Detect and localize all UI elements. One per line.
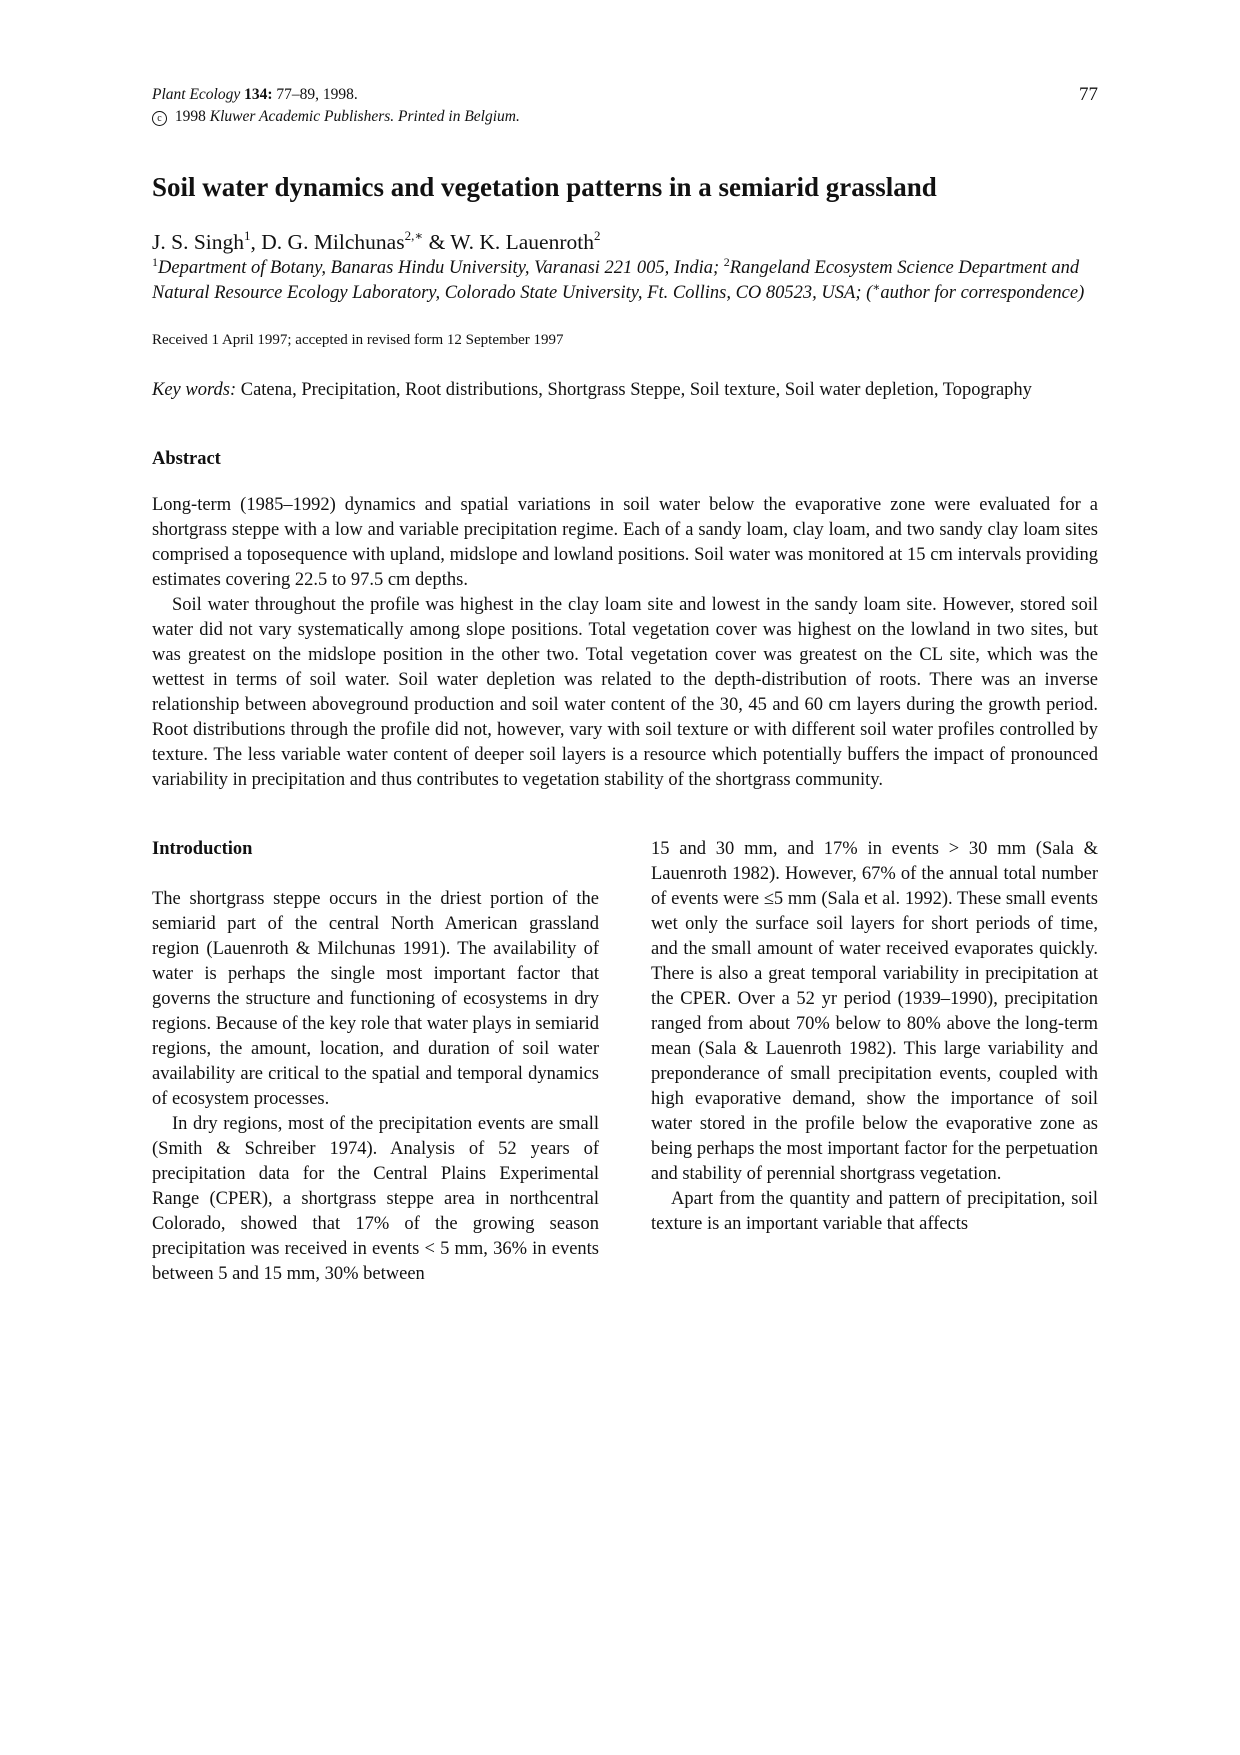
keywords-label: Key words:	[152, 380, 237, 400]
author-affiliation-mark: 1	[244, 228, 251, 243]
affiliation-mark: 2	[723, 255, 730, 269]
affiliation-text: Rangeland Ecosystem Science Department and Natural Resource Ecology Laboratory, Colorado State University, Ft. Collins, CO 80523, USA; (	[152, 258, 1080, 303]
paper-page	[152, 84, 1098, 1287]
correspondence-mark: ∗	[872, 280, 881, 294]
body-paragraph: Apart from the quantity and pattern of precipitation, soil texture is an important variable that affects	[651, 1189, 1098, 1234]
affiliations	[152, 256, 1098, 306]
right-column	[651, 837, 1098, 1287]
copyright-line	[152, 106, 1098, 128]
author-affiliation-mark: 2,∗	[404, 228, 424, 243]
keywords	[152, 378, 1098, 403]
page-number: 77	[1079, 84, 1098, 105]
body-columns	[152, 837, 1098, 1287]
abstract-body	[152, 493, 1098, 793]
paper-title: Soil water dynamics and vegetation patterns in a semiarid grassland	[152, 172, 937, 202]
running-header	[152, 84, 1098, 130]
correspondence-note: author for correspondence)	[880, 283, 1085, 303]
copyright-icon: c	[152, 111, 167, 126]
received-dates: Received 1 April 1997; accepted in revised form 12 September 1997	[152, 332, 564, 348]
abstract-heading: Abstract	[152, 449, 221, 469]
abstract-paragraph: Long-term (1985–1992) dynamics and spatial variations in soil water below the evaporative zone were evaluated for a shortgrass steppe with a low and variable precipitation regime. Each of a sandy loam, clay loam, and two sandy clay loam sites comprised a toposequence with upland, midslope and lowland positions. Soil water was monitored at 15 cm intervals providing estimates covering 22.5 to 97.5 cm depths.	[152, 495, 1098, 590]
body-paragraph: In dry regions, most of the precipitation events are small (Smith & Schreiber 1974). Analysis of 52 years of precipitation data for the Central Plains Experimental Range (CPER), a shortgrass steppe area in northcentral Colorado, showed that 17% of the growing season precipitation was received in events < 5 mm, 36% in events between 5 and 15 mm, 30% between	[152, 1114, 599, 1284]
affiliation-mark: 1	[152, 255, 158, 269]
journal-pages-year: 77–89, 1998.	[272, 86, 358, 103]
introduction-heading: Introduction	[152, 839, 253, 859]
author-name: J. S. Singh	[152, 230, 245, 254]
affiliation-text: Department of Botany, Banaras Hindu University, Varanasi 221 005, India;	[158, 258, 724, 278]
copyright-year: 1998	[171, 108, 210, 125]
body-paragraph: The shortgrass steppe occurs in the driest portion of the semiarid part of the central North American grassland region (Lauenroth & Milchunas 1991). The availability of water is perhaps the single most important factor that governs the structure and functioning of ecosystems in dry regions. Because of the key role that water plays in semiarid regions, the amount, location, and duration of soil water availability are critical to the spatial and temporal dynamics of ecosystem processes.	[152, 889, 599, 1109]
author-name: , D. G. Milchunas	[250, 230, 405, 254]
publisher: Kluwer Academic Publishers. Printed in Belgium.	[209, 108, 520, 125]
author-list	[152, 228, 1098, 256]
abstract-paragraph: Soil water throughout the profile was highest in the clay loam site and lowest in the sandy loam site. However, stored soil water did not vary systematically among slope positions. Total vegetation cover was highest on the lowland in two sites, but was greatest on the midslope position in the other two. Total vegetation cover was greatest on the CL site, which was the wettest in terms of soil water. Soil water depletion was related to the depth-distribution of roots. There was an inverse relationship between aboveground production and soil water content of the 30, 45 and 60 cm layers during the growth period. Root distributions through the profile did not, however, vary with soil texture or with different soil water profiles controlled by texture. The less variable water content of deeper soil layers is a resource which potentially buffers the impact of pronounced variability in precipitation and thus contributes to vegetation stability of the shortgrass community.	[152, 595, 1098, 790]
citation-line	[152, 84, 1098, 106]
author-name: & W. K. Lauenroth	[423, 230, 594, 254]
body-paragraph: 15 and 30 mm, and 17% in events > 30 mm (Sala & Lauenroth 1982). However, 67% of the annual total number of events were ≤5 mm (Sala et al. 1992). These small events wet only the surface soil layers for short periods of time, and the small amount of water received evaporates quickly. There is also a great temporal variability in precipitation at the CPER. Over a 52 yr period (1939–1990), precipitation ranged from about 70% below to 80% above the long-term mean (Sala & Lauenroth 1982). This large variability and preponderance of small precipitation events, coupled with high evaporative demand, show the importance of soil water stored in the profile below the evaporative zone as being perhaps the most important factor for the perpetuation and stability of perennial shortgrass vegetation.	[651, 839, 1098, 1184]
author-affiliation-mark: 2	[593, 228, 601, 243]
journal-volume: 134:	[244, 86, 273, 103]
left-column	[152, 837, 599, 1287]
keywords-text: Catena, Precipitation, Root distributions, Shortgrass Steppe, Soil texture, Soil water depletion, Topography	[236, 380, 1032, 400]
journal-name: Plant Ecology	[152, 86, 241, 103]
